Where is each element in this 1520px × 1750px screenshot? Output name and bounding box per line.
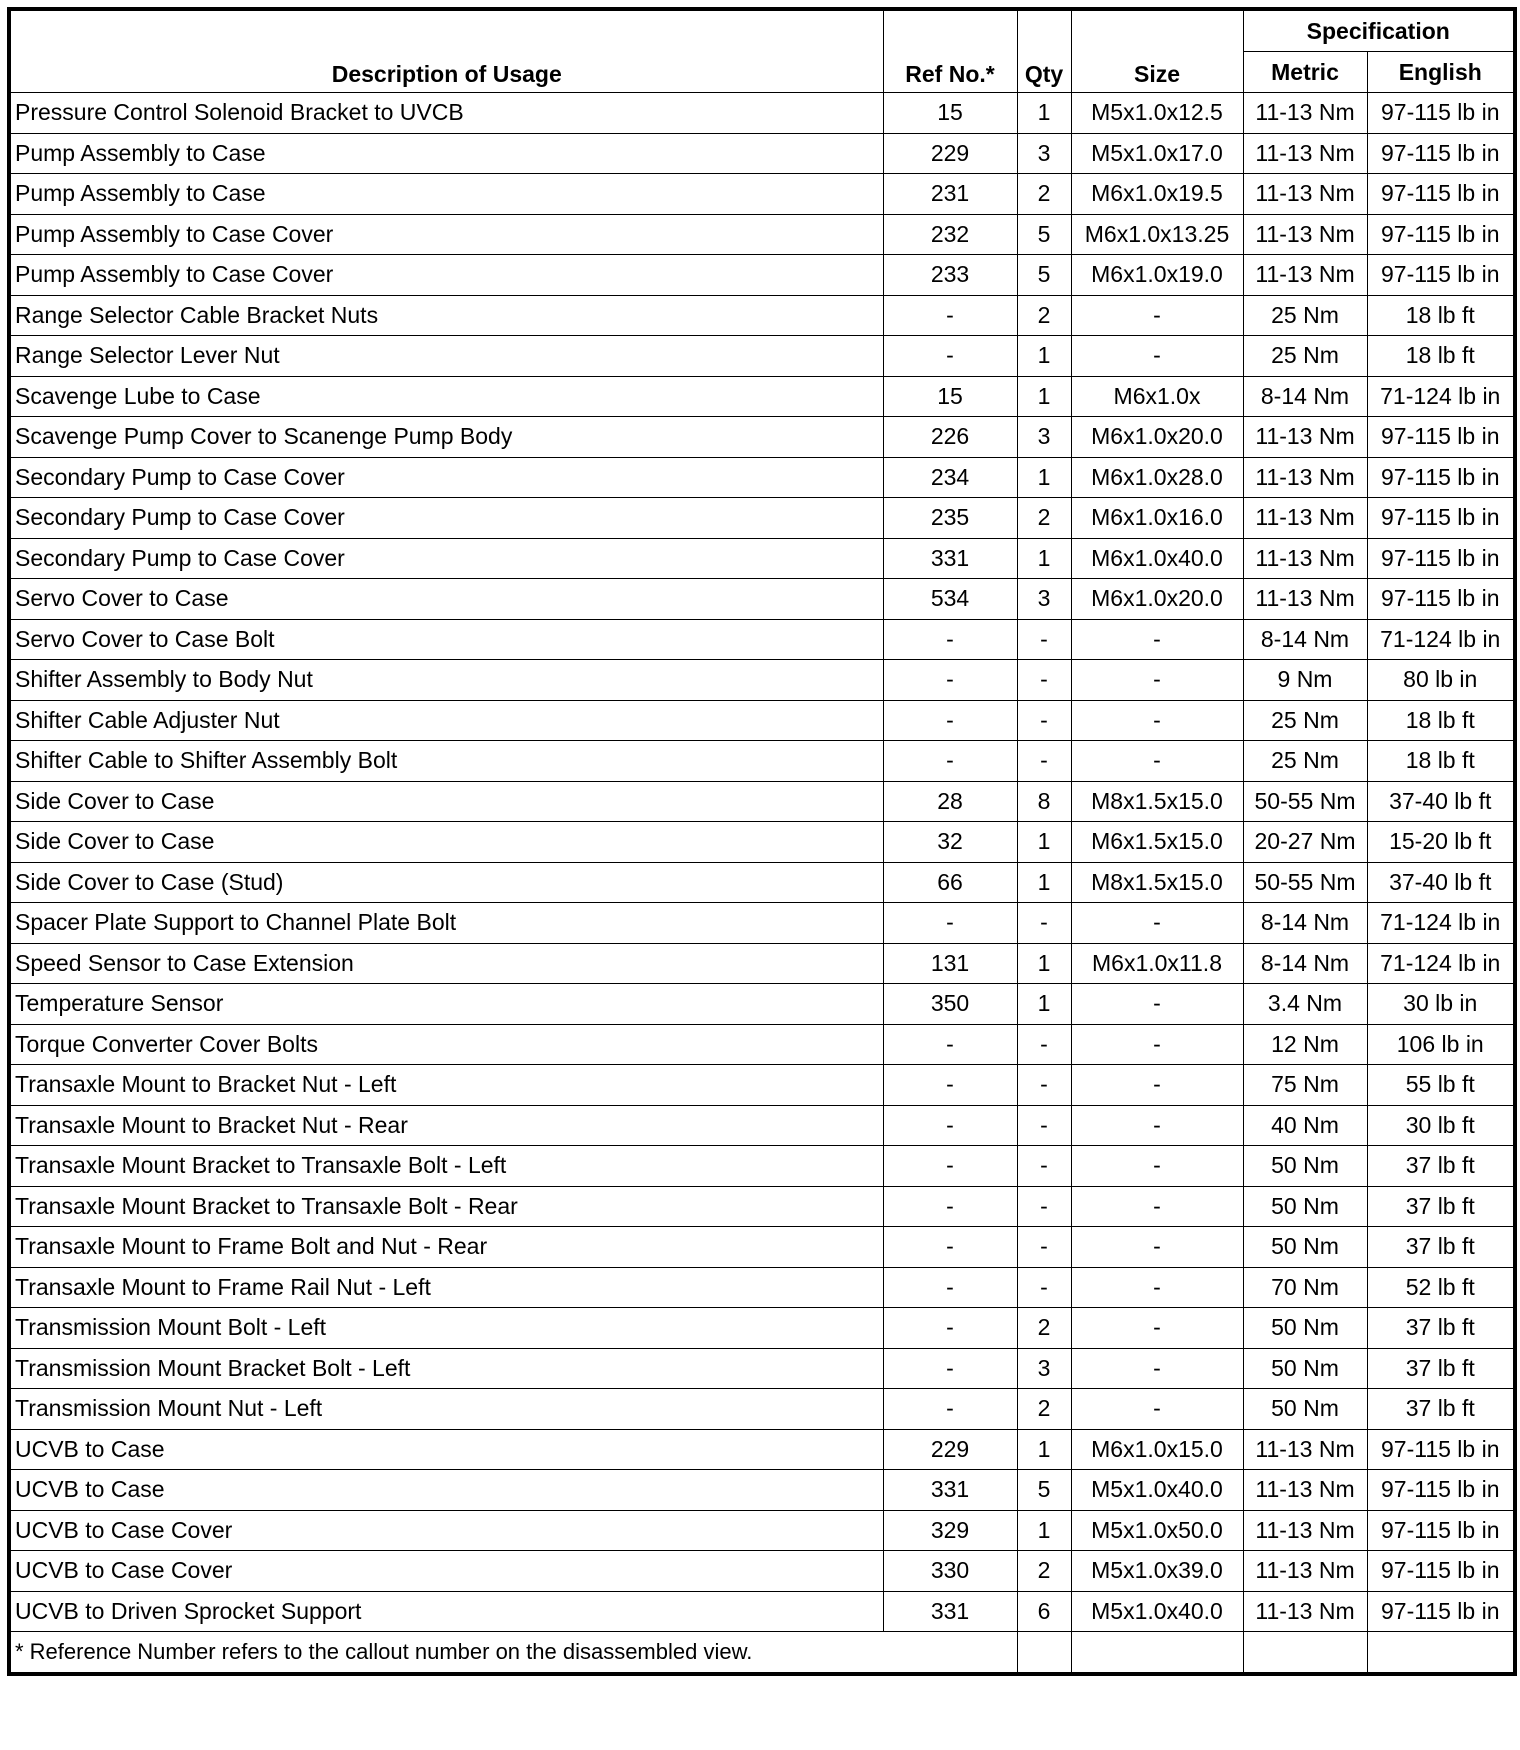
cell-ref-no: 331 (883, 538, 1017, 579)
cell-qty: - (1017, 700, 1071, 741)
table-row (9, 336, 1515, 377)
cell-ref-no: 15 (883, 376, 1017, 417)
cell-metric: 11-13 Nm (1243, 417, 1367, 458)
cell-ref-no: 331 (883, 1470, 1017, 1511)
cell-size: M6x1.0x16.0 (1071, 498, 1243, 539)
cell-english: 97-115 lb in (1367, 255, 1515, 296)
cell-metric: 11-13 Nm (1243, 93, 1367, 134)
cell-qty: 1 (1017, 1429, 1071, 1470)
cell-ref-no: 15 (883, 93, 1017, 134)
cell-description: Secondary Pump to Case Cover (9, 498, 883, 539)
cell-ref-no: - (883, 1348, 1017, 1389)
header-ref-no: Ref No.* (883, 9, 1017, 93)
cell-ref-no: - (883, 903, 1017, 944)
cell-ref-no: 235 (883, 498, 1017, 539)
header-qty: Qty (1017, 9, 1071, 93)
table-row (9, 174, 1515, 215)
cell-description: Transaxle Mount to Bracket Nut - Rear (9, 1105, 883, 1146)
cell-description: Scavenge Pump Cover to Scanenge Pump Body (9, 417, 883, 458)
cell-english: 55 lb ft (1367, 1065, 1515, 1106)
cell-description: Transaxle Mount to Bracket Nut - Left (9, 1065, 883, 1106)
cell-english: 71-124 lb in (1367, 619, 1515, 660)
cell-ref-no: 330 (883, 1551, 1017, 1592)
table-row (9, 498, 1515, 539)
table-row (9, 862, 1515, 903)
table-row (9, 1267, 1515, 1308)
cell-english: 18 lb ft (1367, 295, 1515, 336)
cell-description: Torque Converter Cover Bolts (9, 1024, 883, 1065)
cell-description: Transaxle Mount Bracket to Transaxle Bolt - Rear (9, 1186, 883, 1227)
cell-metric: 75 Nm (1243, 1065, 1367, 1106)
cell-ref-no: - (883, 741, 1017, 782)
cell-qty: 1 (1017, 822, 1071, 863)
cell-ref-no: - (883, 295, 1017, 336)
header-size: Size (1071, 9, 1243, 93)
cell-metric: 11-13 Nm (1243, 538, 1367, 579)
cell-description: Range Selector Lever Nut (9, 336, 883, 377)
cell-metric: 11-13 Nm (1243, 255, 1367, 296)
cell-qty: 1 (1017, 862, 1071, 903)
cell-ref-no: - (883, 336, 1017, 377)
cell-size: - (1071, 1389, 1243, 1430)
cell-size: M6x1.0x28.0 (1071, 457, 1243, 498)
cell-size: M6x1.0x (1071, 376, 1243, 417)
cell-qty: 1 (1017, 538, 1071, 579)
cell-metric: 11-13 Nm (1243, 457, 1367, 498)
cell-size: M5x1.0x12.5 (1071, 93, 1243, 134)
cell-english: 97-115 lb in (1367, 538, 1515, 579)
table-row (9, 1551, 1515, 1592)
cell-metric: 11-13 Nm (1243, 174, 1367, 215)
cell-size: - (1071, 1348, 1243, 1389)
table-row (9, 538, 1515, 579)
cell-qty: - (1017, 660, 1071, 701)
cell-english: 15-20 lb ft (1367, 822, 1515, 863)
cell-description: UCVB to Case Cover (9, 1551, 883, 1592)
cell-qty: 1 (1017, 376, 1071, 417)
cell-metric: 8-14 Nm (1243, 619, 1367, 660)
cell-ref-no: 229 (883, 1429, 1017, 1470)
cell-qty: 1 (1017, 984, 1071, 1025)
cell-qty: 2 (1017, 1551, 1071, 1592)
cell-english: 18 lb ft (1367, 336, 1515, 377)
cell-qty: 5 (1017, 214, 1071, 255)
cell-size: - (1071, 1267, 1243, 1308)
cell-description: Transaxle Mount to Frame Bolt and Nut - Rear (9, 1227, 883, 1268)
cell-english: 97-115 lb in (1367, 1429, 1515, 1470)
cell-size: - (1071, 295, 1243, 336)
cell-english: 97-115 lb in (1367, 93, 1515, 134)
cell-ref-no: 331 (883, 1591, 1017, 1632)
cell-metric: 50 Nm (1243, 1389, 1367, 1430)
cell-size: - (1071, 1308, 1243, 1349)
cell-english: 97-115 lb in (1367, 1551, 1515, 1592)
cell-metric: 50 Nm (1243, 1308, 1367, 1349)
cell-metric: 8-14 Nm (1243, 376, 1367, 417)
cell-english: 97-115 lb in (1367, 1591, 1515, 1632)
cell-size: M5x1.0x40.0 (1071, 1591, 1243, 1632)
cell-description: UCVB to Case (9, 1470, 883, 1511)
cell-size: - (1071, 741, 1243, 782)
cell-ref-no: 226 (883, 417, 1017, 458)
cell-english: 97-115 lb in (1367, 174, 1515, 215)
table-row (9, 903, 1515, 944)
cell-description: Secondary Pump to Case Cover (9, 538, 883, 579)
cell-metric: 50 Nm (1243, 1146, 1367, 1187)
cell-metric: 11-13 Nm (1243, 1429, 1367, 1470)
cell-metric: 8-14 Nm (1243, 943, 1367, 984)
cell-size: M6x1.0x20.0 (1071, 579, 1243, 620)
table-row (9, 579, 1515, 620)
cell-ref-no: - (883, 1308, 1017, 1349)
cell-english: 97-115 lb in (1367, 214, 1515, 255)
cell-description: Pressure Control Solenoid Bracket to UVCB (9, 93, 883, 134)
table-row (9, 457, 1515, 498)
cell-ref-no: 350 (883, 984, 1017, 1025)
footnote-empty-cell (1071, 1632, 1243, 1675)
table-row (9, 741, 1515, 782)
cell-metric: 12 Nm (1243, 1024, 1367, 1065)
cell-english: 80 lb in (1367, 660, 1515, 701)
cell-qty: 1 (1017, 336, 1071, 377)
cell-metric: 11-13 Nm (1243, 498, 1367, 539)
cell-qty: 2 (1017, 174, 1071, 215)
cell-size: - (1071, 700, 1243, 741)
table-row (9, 214, 1515, 255)
cell-metric: 40 Nm (1243, 1105, 1367, 1146)
cell-description: Side Cover to Case (Stud) (9, 862, 883, 903)
cell-metric: 25 Nm (1243, 741, 1367, 782)
cell-size: M6x1.0x19.0 (1071, 255, 1243, 296)
cell-size: M6x1.0x40.0 (1071, 538, 1243, 579)
cell-ref-no: 131 (883, 943, 1017, 984)
table-row (9, 943, 1515, 984)
cell-qty: 3 (1017, 579, 1071, 620)
torque-spec-table (7, 7, 1517, 1676)
cell-ref-no: - (883, 1146, 1017, 1187)
cell-ref-no: 233 (883, 255, 1017, 296)
cell-size: M5x1.0x17.0 (1071, 133, 1243, 174)
cell-size: M6x1.0x15.0 (1071, 1429, 1243, 1470)
cell-size: M6x1.5x15.0 (1071, 822, 1243, 863)
cell-ref-no: - (883, 1389, 1017, 1430)
table-row (9, 255, 1515, 296)
cell-english: 71-124 lb in (1367, 376, 1515, 417)
table-row (9, 1024, 1515, 1065)
cell-ref-no: - (883, 1105, 1017, 1146)
cell-qty: 2 (1017, 1389, 1071, 1430)
cell-description: Servo Cover to Case Bolt (9, 619, 883, 660)
table-row (9, 1591, 1515, 1632)
cell-description: Pump Assembly to Case (9, 174, 883, 215)
cell-description: Pump Assembly to Case Cover (9, 255, 883, 296)
cell-metric: 50-55 Nm (1243, 862, 1367, 903)
cell-size: M8x1.5x15.0 (1071, 862, 1243, 903)
cell-size: - (1071, 1146, 1243, 1187)
cell-qty: 1 (1017, 457, 1071, 498)
cell-ref-no: 66 (883, 862, 1017, 903)
table-body (9, 93, 1515, 1632)
cell-qty: - (1017, 1105, 1071, 1146)
cell-ref-no: - (883, 1024, 1017, 1065)
cell-english: 37 lb ft (1367, 1146, 1515, 1187)
cell-size: M6x1.0x11.8 (1071, 943, 1243, 984)
cell-qty: - (1017, 619, 1071, 660)
cell-description: Transaxle Mount Bracket to Transaxle Bolt - Left (9, 1146, 883, 1187)
cell-description: Spacer Plate Support to Channel Plate Bolt (9, 903, 883, 944)
cell-size: M5x1.0x40.0 (1071, 1470, 1243, 1511)
footnote-empty-cell (1243, 1632, 1367, 1675)
cell-metric: 50 Nm (1243, 1186, 1367, 1227)
cell-english: 97-115 lb in (1367, 1510, 1515, 1551)
cell-qty: - (1017, 741, 1071, 782)
cell-size: M6x1.0x20.0 (1071, 417, 1243, 458)
cell-description: Transmission Mount Bracket Bolt - Left (9, 1348, 883, 1389)
cell-metric: 25 Nm (1243, 295, 1367, 336)
header-description: Description of Usage (9, 9, 883, 93)
cell-metric: 3.4 Nm (1243, 984, 1367, 1025)
cell-ref-no: 231 (883, 174, 1017, 215)
footnote-row (9, 1632, 1515, 1675)
cell-qty: 2 (1017, 1308, 1071, 1349)
cell-qty: - (1017, 1024, 1071, 1065)
cell-qty: 8 (1017, 781, 1071, 822)
cell-size: - (1071, 619, 1243, 660)
cell-metric: 8-14 Nm (1243, 903, 1367, 944)
cell-english: 106 lb in (1367, 1024, 1515, 1065)
cell-qty: - (1017, 1267, 1071, 1308)
cell-ref-no: - (883, 1065, 1017, 1106)
cell-description: Pump Assembly to Case Cover (9, 214, 883, 255)
cell-qty: 3 (1017, 133, 1071, 174)
cell-ref-no: - (883, 660, 1017, 701)
cell-metric: 20-27 Nm (1243, 822, 1367, 863)
cell-english: 37 lb ft (1367, 1308, 1515, 1349)
cell-ref-no: 534 (883, 579, 1017, 620)
cell-description: Shifter Cable to Shifter Assembly Bolt (9, 741, 883, 782)
cell-description: Servo Cover to Case (9, 579, 883, 620)
cell-english: 97-115 lb in (1367, 457, 1515, 498)
cell-english: 97-115 lb in (1367, 579, 1515, 620)
cell-description: UCVB to Driven Sprocket Support (9, 1591, 883, 1632)
cell-qty: - (1017, 1186, 1071, 1227)
cell-metric: 25 Nm (1243, 700, 1367, 741)
cell-size: M6x1.0x19.5 (1071, 174, 1243, 215)
cell-description: Transaxle Mount to Frame Rail Nut - Left (9, 1267, 883, 1308)
table-row (9, 295, 1515, 336)
cell-english: 37-40 lb ft (1367, 781, 1515, 822)
cell-qty: 1 (1017, 1510, 1071, 1551)
cell-english: 71-124 lb in (1367, 943, 1515, 984)
table-row (9, 417, 1515, 458)
table-row (9, 1510, 1515, 1551)
table-row (9, 1227, 1515, 1268)
cell-size: - (1071, 336, 1243, 377)
cell-ref-no: 232 (883, 214, 1017, 255)
table-row (9, 93, 1515, 134)
table-row (9, 376, 1515, 417)
table-row (9, 1348, 1515, 1389)
cell-ref-no: 28 (883, 781, 1017, 822)
table-row (9, 700, 1515, 741)
cell-metric: 11-13 Nm (1243, 214, 1367, 255)
cell-description: Pump Assembly to Case (9, 133, 883, 174)
cell-size: - (1071, 984, 1243, 1025)
table-row (9, 1308, 1515, 1349)
cell-english: 37 lb ft (1367, 1186, 1515, 1227)
cell-description: Temperature Sensor (9, 984, 883, 1025)
cell-qty: 3 (1017, 417, 1071, 458)
cell-description: Speed Sensor to Case Extension (9, 943, 883, 984)
cell-size: M8x1.5x15.0 (1071, 781, 1243, 822)
cell-metric: 11-13 Nm (1243, 1591, 1367, 1632)
cell-ref-no: 32 (883, 822, 1017, 863)
cell-description: Shifter Assembly to Body Nut (9, 660, 883, 701)
cell-ref-no: - (883, 619, 1017, 660)
footnote-empty-cell (1017, 1632, 1071, 1675)
table-row (9, 619, 1515, 660)
cell-english: 37 lb ft (1367, 1348, 1515, 1389)
cell-english: 18 lb ft (1367, 700, 1515, 741)
cell-description: UCVB to Case (9, 1429, 883, 1470)
table-row (9, 133, 1515, 174)
table-row (9, 660, 1515, 701)
cell-ref-no: - (883, 1186, 1017, 1227)
cell-metric: 50 Nm (1243, 1227, 1367, 1268)
cell-metric: 25 Nm (1243, 336, 1367, 377)
cell-metric: 11-13 Nm (1243, 133, 1367, 174)
header-english: English (1367, 52, 1515, 93)
table-row (9, 1186, 1515, 1227)
cell-metric: 11-13 Nm (1243, 579, 1367, 620)
table-row (9, 822, 1515, 863)
cell-qty: - (1017, 903, 1071, 944)
footnote: * Reference Number refers to the callout number on the disassembled view. (9, 1632, 1017, 1675)
table-row (9, 984, 1515, 1025)
cell-size: - (1071, 1227, 1243, 1268)
cell-english: 97-115 lb in (1367, 498, 1515, 539)
cell-english: 52 lb ft (1367, 1267, 1515, 1308)
cell-qty: 1 (1017, 93, 1071, 134)
cell-metric: 11-13 Nm (1243, 1470, 1367, 1511)
table-row (9, 1429, 1515, 1470)
table-row (9, 1065, 1515, 1106)
cell-qty: 5 (1017, 255, 1071, 296)
cell-english: 30 lb ft (1367, 1105, 1515, 1146)
table-row (9, 1105, 1515, 1146)
cell-qty: 2 (1017, 498, 1071, 539)
cell-description: Range Selector Cable Bracket Nuts (9, 295, 883, 336)
cell-metric: 50 Nm (1243, 1348, 1367, 1389)
cell-size: - (1071, 1105, 1243, 1146)
cell-ref-no: - (883, 700, 1017, 741)
cell-size: - (1071, 660, 1243, 701)
cell-english: 37 lb ft (1367, 1389, 1515, 1430)
cell-metric: 11-13 Nm (1243, 1551, 1367, 1592)
cell-size: - (1071, 903, 1243, 944)
cell-description: Scavenge Lube to Case (9, 376, 883, 417)
cell-qty: - (1017, 1227, 1071, 1268)
cell-metric: 70 Nm (1243, 1267, 1367, 1308)
cell-description: Secondary Pump to Case Cover (9, 457, 883, 498)
header-specification: Specification (1243, 9, 1515, 52)
table-row (9, 781, 1515, 822)
cell-qty: 5 (1017, 1470, 1071, 1511)
cell-english: 97-115 lb in (1367, 417, 1515, 458)
cell-english: 37 lb ft (1367, 1227, 1515, 1268)
table-row (9, 1470, 1515, 1511)
cell-qty: 3 (1017, 1348, 1071, 1389)
cell-description: Transmission Mount Nut - Left (9, 1389, 883, 1430)
cell-description: Side Cover to Case (9, 781, 883, 822)
cell-size: M5x1.0x39.0 (1071, 1551, 1243, 1592)
cell-size: - (1071, 1065, 1243, 1106)
cell-size: M5x1.0x50.0 (1071, 1510, 1243, 1551)
cell-qty: - (1017, 1146, 1071, 1187)
cell-ref-no: 234 (883, 457, 1017, 498)
footnote-empty-cell (1367, 1632, 1515, 1675)
table-row (9, 1389, 1515, 1430)
cell-qty: - (1017, 1065, 1071, 1106)
cell-metric: 50-55 Nm (1243, 781, 1367, 822)
header-metric: Metric (1243, 52, 1367, 93)
cell-size: - (1071, 1024, 1243, 1065)
table-row (9, 1146, 1515, 1187)
cell-description: UCVB to Case Cover (9, 1510, 883, 1551)
cell-ref-no: - (883, 1267, 1017, 1308)
cell-metric: 9 Nm (1243, 660, 1367, 701)
cell-english: 97-115 lb in (1367, 1470, 1515, 1511)
cell-english: 37-40 lb ft (1367, 862, 1515, 903)
cell-size: - (1071, 1186, 1243, 1227)
cell-size: M6x1.0x13.25 (1071, 214, 1243, 255)
cell-english: 97-115 lb in (1367, 133, 1515, 174)
cell-english: 71-124 lb in (1367, 903, 1515, 944)
cell-english: 30 lb in (1367, 984, 1515, 1025)
cell-description: Transmission Mount Bolt - Left (9, 1308, 883, 1349)
cell-ref-no: - (883, 1227, 1017, 1268)
cell-metric: 11-13 Nm (1243, 1510, 1367, 1551)
cell-ref-no: 229 (883, 133, 1017, 174)
cell-english: 18 lb ft (1367, 741, 1515, 782)
cell-qty: 2 (1017, 295, 1071, 336)
cell-qty: 1 (1017, 943, 1071, 984)
cell-qty: 6 (1017, 1591, 1071, 1632)
cell-description: Shifter Cable Adjuster Nut (9, 700, 883, 741)
cell-ref-no: 329 (883, 1510, 1017, 1551)
cell-description: Side Cover to Case (9, 822, 883, 863)
